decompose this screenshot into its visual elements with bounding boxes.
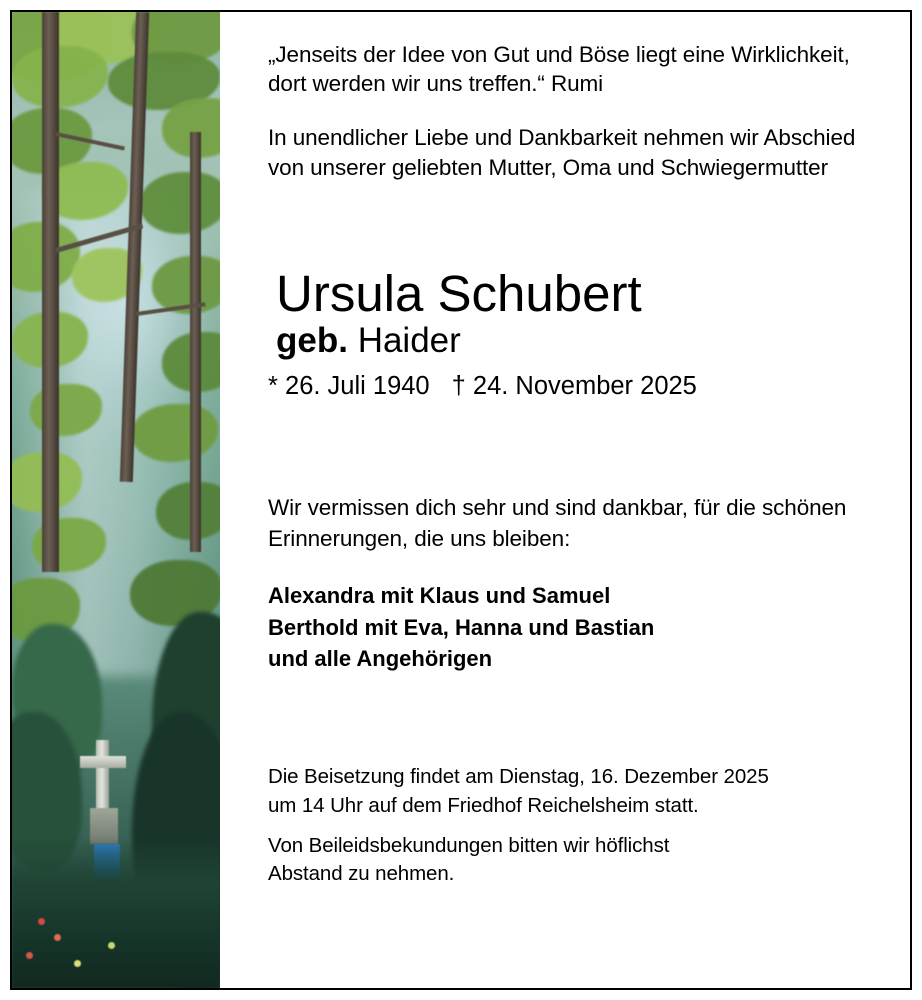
flower xyxy=(26,952,33,959)
funeral-line-2: um 14 Uhr auf dem Friedhof Reichelsheim statt. xyxy=(268,793,699,817)
stone-cross-horizontal xyxy=(80,756,126,768)
quote-text: „Jenseits der Idee von Gut und Böse liegt eine Wirklichkeit, dort werden wir uns treffen.“ Rumi xyxy=(268,42,850,97)
flower xyxy=(54,934,61,941)
memorial-photo xyxy=(12,12,220,988)
intro-text: In unendlicher Liebe und Dankbarkeit nehmen wir Abschied von unserer geliebten Mutter, Oma und Schwiegermutter xyxy=(268,124,856,180)
stone-cross-vertical xyxy=(96,740,109,810)
flower xyxy=(38,918,45,925)
family-list xyxy=(268,580,880,676)
notice-text-column xyxy=(220,12,910,988)
maiden-name-line xyxy=(276,322,880,361)
funeral-details xyxy=(268,763,880,888)
maiden-name: Haider xyxy=(357,321,461,361)
condolence-request-line-2: Abstand zu nehmen. xyxy=(268,862,455,886)
maiden-prefix: geb. xyxy=(276,321,348,361)
ground xyxy=(12,838,220,988)
family-line: Alexandra mit Klaus und Samuel xyxy=(268,582,611,608)
memory-text: Wir vermissen dich sehr und sind dankbar, für die schönen Erinnerungen, die uns bleiben: xyxy=(268,495,847,551)
birth-date: * 26. Juli 1940 xyxy=(268,371,430,400)
flower xyxy=(74,960,81,967)
foliage xyxy=(140,172,220,234)
name-block xyxy=(268,264,880,402)
condolence-request-line-1: Von Beileidsbekundungen bitten wir höflichst xyxy=(268,833,670,857)
flower xyxy=(108,942,115,949)
death-date: † 24. November 2025 xyxy=(451,371,697,400)
notice-frame xyxy=(10,10,912,990)
deceased-name: Ursula Schubert xyxy=(276,264,642,322)
foliage xyxy=(156,482,220,540)
family-line: Berthold mit Eva, Hanna und Bastian xyxy=(268,614,655,640)
tree-trunk xyxy=(42,12,59,572)
tree-trunk xyxy=(190,132,201,552)
funeral-line-1: Die Beisetzung findet am Dienstag, 16. Dezember 2025 xyxy=(268,765,769,789)
family-line: und alle Angehörigen xyxy=(268,646,493,672)
life-dates xyxy=(268,371,880,402)
